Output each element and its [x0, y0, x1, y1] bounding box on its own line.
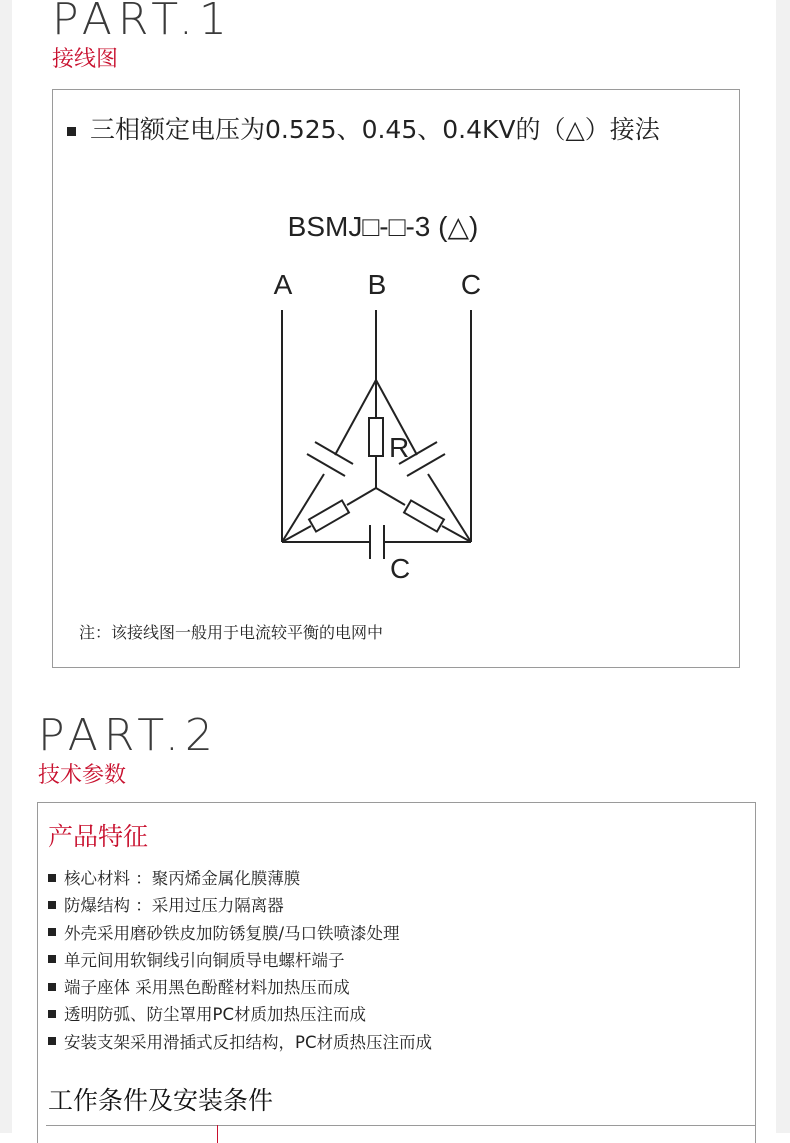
- features-list: [48, 865, 432, 1056]
- list-item: 单元间用软铜线引向铜质导电螺杆端子: [48, 947, 432, 974]
- bullet-icon: [48, 983, 56, 991]
- capacitor-label: C: [390, 553, 411, 584]
- bullet-icon: [48, 928, 56, 936]
- capacitor-left-plate-1: [307, 454, 345, 476]
- table-column-divider: [217, 1125, 218, 1143]
- resistor-c: [404, 500, 444, 531]
- capacitor-right-plate-1: [407, 454, 445, 476]
- list-item: 核心材料 ：聚丙烯金属化膜薄膜: [48, 865, 432, 892]
- model-label: BSMJ□-□-3 (△): [287, 211, 479, 242]
- list-item: 安装支架采用滑插式反扣结构，PC材质热压注而成: [48, 1029, 432, 1056]
- terminal-b-label: B: [367, 269, 387, 300]
- features-title: 产品特征: [48, 822, 149, 851]
- part1-title: PART.1: [52, 0, 233, 45]
- wiring-diagram-panel: [52, 89, 740, 668]
- left-margin-bar: [0, 0, 12, 1133]
- terminal-a-label: A: [273, 269, 293, 300]
- list-item: 防爆结构 ：采用过压力隔离器: [48, 892, 432, 919]
- conditions-title: 工作条件及安装条件: [48, 1086, 274, 1115]
- star-c-upper: [376, 488, 405, 505]
- resistor-label: R: [389, 432, 410, 463]
- diagram-note: 注：该接线图一般用于电流较平衡的电网中: [79, 623, 384, 642]
- list-item: 端子座体 采用黑色酚醛材料加热压而成: [48, 974, 432, 1001]
- resistor-a: [309, 500, 349, 531]
- resistor-b: [369, 418, 383, 456]
- bullet-icon: [48, 874, 56, 882]
- list-item: 外壳采用磨砂铁皮加防锈复膜/马口铁喷漆处理: [48, 920, 432, 947]
- voltage-headline-text: 三相额定电压为0.525、0.45、0.4KV的（△）接法: [90, 115, 660, 144]
- list-item: 透明防弧、防尘罩用PC材质加热压注而成: [48, 1001, 432, 1028]
- terminal-c-label: C: [460, 269, 482, 300]
- delta-right-lower: [428, 474, 471, 542]
- table-top-border: [46, 1125, 755, 1126]
- capacitor-left-plate-2: [315, 442, 353, 464]
- right-margin-bar: [776, 0, 790, 1133]
- tech-params-panel: [37, 802, 756, 1143]
- bullet-icon: [48, 1037, 56, 1045]
- part1-subtitle: 接线图: [52, 47, 119, 72]
- bullet-icon: [48, 901, 56, 909]
- bullet-icon: [48, 955, 56, 963]
- part2-title: PART.2: [38, 710, 219, 761]
- delta-left-lower: [282, 474, 324, 542]
- delta-wiring-diagram: [53, 90, 739, 667]
- part2-subtitle: 技术参数: [38, 763, 127, 788]
- star-a-upper: [347, 488, 376, 505]
- bullet-icon: [48, 1010, 56, 1018]
